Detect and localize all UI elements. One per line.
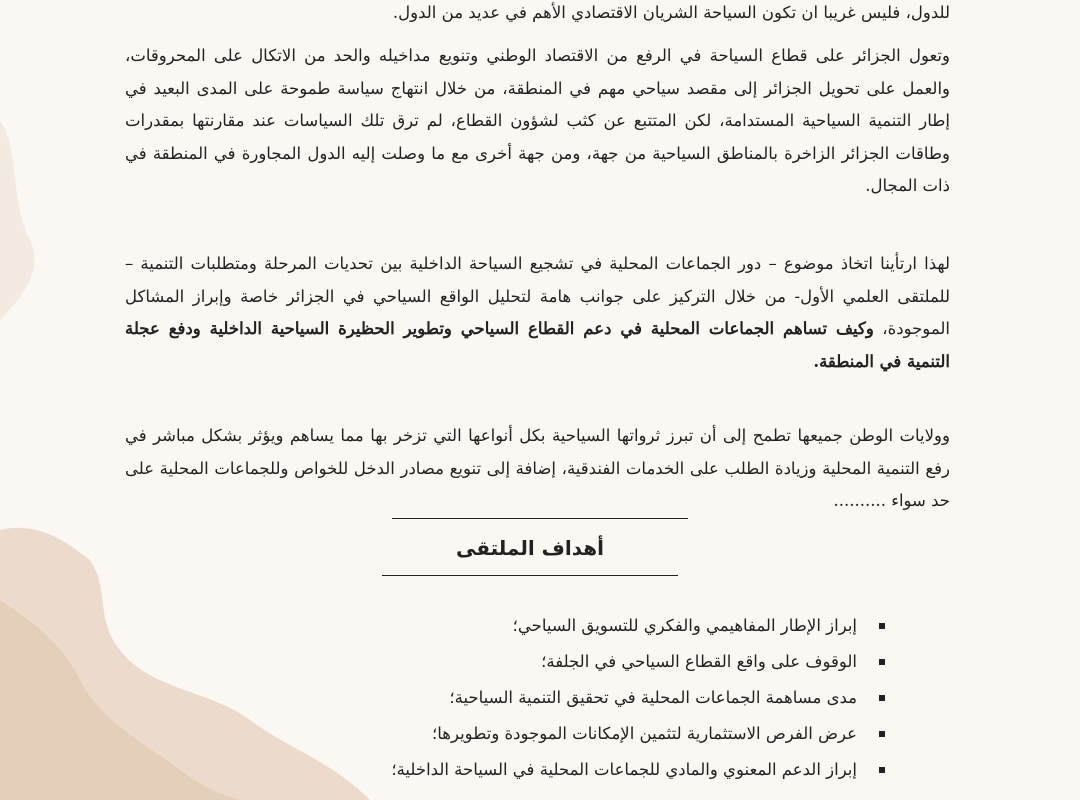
square-bullet-icon — [879, 731, 885, 737]
goal-text: إبراز الإطار المفاهيمي والفكري للتسويق السياحي؛ — [512, 616, 857, 635]
square-bullet-icon — [879, 659, 885, 665]
intro-paragraph-3-text: لهذا ارتأينا اتخاذ موضوع – دور الجماعات المحلية في تشجيع السياحة الداخلية بين تحديات المرحلة ومتطلبات التنمية –للملتقى العلمي الأول- من خلال التركيز على جوانب هامة لتحليل الواقع السياحي في الجزائر خاصة وإبراز المشاكل الموجودة، — [125, 254, 950, 338]
list-item — [325, 680, 885, 716]
square-bullet-icon — [879, 767, 885, 773]
intro-paragraph-2: وتعول الجزائر على قطاع السياحة في الرفع من الاقتصاد الوطني وتنويع مداخيله والحد من الاتكال على المحروقات، والعمل على تحويل الجزائر إلى مقصد سياحي مهم في المنطقة، من خلال انتهاج سياسة طموحة على المدى البعيد في إطار التنمية السياحية المستدامة، لكن المتتبع عن كثب لشؤون القطاع، لم ترق تلك السياسات عند مقارنتها بمقدرات وطاقات الجزائر الزاخرة بالمناطق السياحية من جهة، ومن جهة أخرى مع ما وصلت إليه الدول المجاورة في المنطقة في ذات المجال. — [125, 46, 950, 195]
goal-text: مدى مساهمة الجماعات المحلية في تحقيق التنمية السياحية؛ — [449, 688, 857, 707]
goal-text: إبراز الدعم المعنوي والمادي للجماعات المحلية في السياحة الداخلية؛ — [391, 760, 857, 779]
intro-paragraph-1: للدول، فليس غريبا ان تكون السياحة الشريان الاقتصادي الأهم في عديد من الدول. — [392, 3, 950, 22]
goal-text: عرض الفرص الاستثمارية لتثمين الإمكانات الموجودة وتطويرها؛ — [432, 724, 857, 743]
list-item — [325, 644, 885, 680]
list-item — [325, 608, 885, 644]
goal-text: الوقوف على واقع القطاع السياحي في الجلفة؛ — [541, 652, 857, 671]
section-heading — [382, 518, 678, 578]
list-item — [325, 716, 885, 752]
square-bullet-icon — [879, 623, 885, 629]
heading-rule-top — [392, 518, 688, 519]
intro-paragraph-3-bold: وكيف تساهم الجماعات المحلية في دعم القطاع السياحي وتطوير الحظيرة السياحية الداخلية ودفع عجلة التنمية في المنطقة. — [125, 319, 950, 371]
intro-paragraph-3 — [125, 248, 950, 378]
heading-rule-bottom — [382, 575, 678, 576]
section-heading-text: أهداف الملتقى — [455, 536, 605, 560]
list-item — [325, 752, 885, 788]
goals-list — [325, 608, 885, 788]
intro-paragraph-4: وولايات الوطن جميعها تطمح إلى أن تبرز ثرواتها السياحية بكل أنواعها التي تزخر بها مما يساهم ويؤثر بشكل مباشر في رفع التنمية المحلية وزيادة الطلب على الخدمات الفندقية، إضافة إلى تنويع مصادر الدخل للخواص وللجماعات المحلية على حد سواء .......... — [125, 426, 950, 510]
square-bullet-icon — [879, 695, 885, 701]
